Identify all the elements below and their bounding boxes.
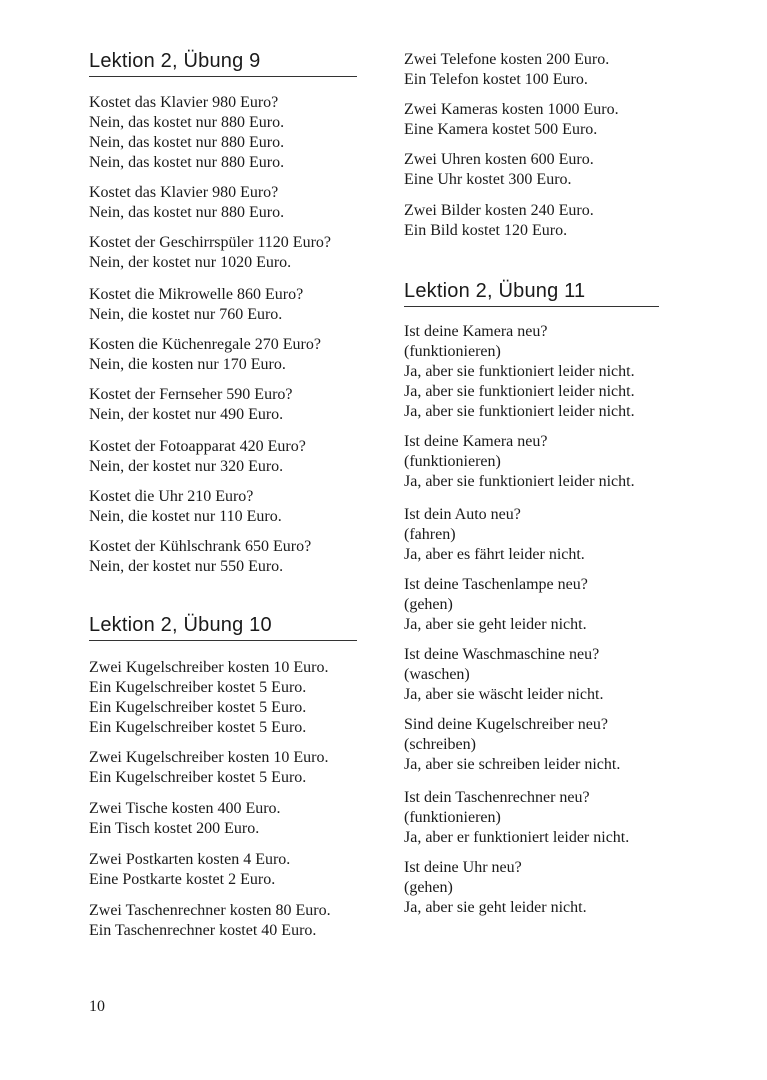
exercise-block bbox=[404, 50, 609, 90]
exercise-line: (schreiben) bbox=[404, 736, 476, 753]
exercise-block bbox=[404, 505, 585, 565]
exercise-line: Nein, das kostet nur 880 Euro. bbox=[89, 204, 285, 221]
exercise-line: Zwei Kameras kosten 1000 Euro. bbox=[404, 101, 619, 118]
exercise-line: Eine Uhr kostet 300 Euro. bbox=[404, 171, 572, 188]
exercise-line: (waschen) bbox=[404, 666, 470, 683]
exercise-line: Nein, das kostet nur 880 Euro. bbox=[89, 134, 285, 151]
exercise-line: Ja, aber sie geht leider nicht. bbox=[404, 899, 587, 916]
section-heading-uebung-9: Lektion 2, Übung 9 bbox=[89, 50, 357, 77]
exercise-line: Ist deine Taschenlampe neu? bbox=[404, 576, 588, 593]
exercise-block bbox=[89, 799, 281, 839]
exercise-line: Kostet der Fernseher 590 Euro? bbox=[89, 386, 293, 403]
section-heading-uebung-10: Lektion 2, Übung 10 bbox=[89, 614, 357, 641]
exercise-block bbox=[404, 100, 619, 140]
exercise-block bbox=[89, 335, 321, 375]
exercise-line: Ist deine Uhr neu? bbox=[404, 859, 522, 876]
exercise-line: Nein, der kostet nur 1020 Euro. bbox=[89, 254, 292, 271]
exercise-line: Ist dein Auto neu? bbox=[404, 506, 521, 523]
exercise-block bbox=[89, 850, 290, 890]
exercise-block bbox=[89, 285, 303, 325]
exercise-line: Ein Kugelschreiber kostet 5 Euro. bbox=[89, 699, 307, 716]
exercise-block bbox=[89, 748, 328, 788]
exercise-block bbox=[404, 788, 629, 848]
exercise-line: (funktionieren) bbox=[404, 343, 501, 360]
exercise-line: Ja, aber sie funktioniert leider nicht. bbox=[404, 363, 635, 380]
exercise-block bbox=[404, 575, 588, 635]
exercise-line: Nein, der kostet nur 490 Euro. bbox=[89, 406, 284, 423]
exercise-line: Kostet die Mikrowelle 860 Euro? bbox=[89, 286, 304, 303]
exercise-line: Ein Bild kostet 120 Euro. bbox=[404, 222, 568, 239]
exercise-block bbox=[404, 645, 603, 705]
exercise-line: Kostet das Klavier 980 Euro? bbox=[89, 184, 279, 201]
exercise-line: (fahren) bbox=[404, 526, 456, 543]
exercise-line: Ist deine Waschmaschine neu? bbox=[404, 646, 600, 663]
exercise-line: Zwei Taschenrechner kosten 80 Euro. bbox=[89, 902, 331, 919]
exercise-line: Ist deine Kamera neu? bbox=[404, 323, 548, 340]
exercise-line: Kostet der Kühlschrank 650 Euro? bbox=[89, 538, 312, 555]
exercise-block bbox=[404, 322, 635, 422]
exercise-line: (gehen) bbox=[404, 596, 453, 613]
exercise-block bbox=[89, 658, 328, 738]
exercise-line: Eine Postkarte kostet 2 Euro. bbox=[89, 871, 276, 888]
exercise-line: Ist dein Taschenrechner neu? bbox=[404, 789, 590, 806]
exercise-line: Ein Telefon kostet 100 Euro. bbox=[404, 71, 588, 88]
exercise-line: Ein Tisch kostet 200 Euro. bbox=[89, 820, 260, 837]
exercise-line: Kostet der Fotoapparat 420 Euro? bbox=[89, 438, 306, 455]
exercise-block bbox=[89, 487, 282, 527]
exercise-block bbox=[89, 901, 331, 941]
exercise-line: Ein Taschenrechner kostet 40 Euro. bbox=[89, 922, 317, 939]
exercise-line: Ja, aber sie geht leider nicht. bbox=[404, 616, 587, 633]
exercise-block bbox=[89, 385, 293, 425]
exercise-line: Kostet der Geschirrspüler 1120 Euro? bbox=[89, 234, 331, 251]
exercise-line: Ja, aber sie funktioniert leider nicht. bbox=[404, 383, 635, 400]
exercise-line: Ja, aber sie funktioniert leider nicht. bbox=[404, 403, 635, 420]
exercise-line: Nein, die kostet nur 110 Euro. bbox=[89, 508, 282, 525]
exercise-block bbox=[89, 537, 311, 577]
exercise-line: Ja, aber sie wäscht leider nicht. bbox=[404, 686, 604, 703]
exercise-line: Zwei Kugelschreiber kosten 10 Euro. bbox=[89, 659, 329, 676]
page-number: 10 bbox=[89, 998, 105, 1015]
exercise-line: Ein Kugelschreiber kostet 5 Euro. bbox=[89, 719, 307, 736]
exercise-line: Nein, der kostet nur 550 Euro. bbox=[89, 558, 284, 575]
exercise-block bbox=[404, 432, 635, 492]
exercise-block bbox=[404, 858, 587, 918]
exercise-line: (funktionieren) bbox=[404, 453, 501, 470]
exercise-block bbox=[404, 201, 594, 241]
exercise-block bbox=[404, 715, 620, 775]
exercise-line: Sind deine Kugelschreiber neu? bbox=[404, 716, 608, 733]
exercise-line: Nein, die kosten nur 170 Euro. bbox=[89, 356, 286, 373]
exercise-line: Nein, der kostet nur 320 Euro. bbox=[89, 458, 284, 475]
exercise-line: Eine Kamera kostet 500 Euro. bbox=[404, 121, 598, 138]
exercise-line: Nein, die kostet nur 760 Euro. bbox=[89, 306, 283, 323]
exercise-line: Zwei Bilder kosten 240 Euro. bbox=[404, 202, 594, 219]
exercise-line: Ja, aber sie funktioniert leider nicht. bbox=[404, 473, 635, 490]
exercise-block bbox=[404, 150, 594, 190]
exercise-line: Nein, das kostet nur 880 Euro. bbox=[89, 114, 285, 131]
exercise-line: Ein Kugelschreiber kostet 5 Euro. bbox=[89, 769, 307, 786]
exercise-line: Zwei Uhren kosten 600 Euro. bbox=[404, 151, 594, 168]
exercise-block bbox=[89, 93, 284, 173]
exercise-line: Zwei Tische kosten 400 Euro. bbox=[89, 800, 281, 817]
exercise-line: Zwei Telefone kosten 200 Euro. bbox=[404, 51, 610, 68]
exercise-line: Ist deine Kamera neu? bbox=[404, 433, 548, 450]
section-heading-uebung-11: Lektion 2, Übung 11 bbox=[404, 280, 659, 307]
exercise-line: Kostet das Klavier 980 Euro? bbox=[89, 94, 279, 111]
exercise-line: Ja, aber es fährt leider nicht. bbox=[404, 546, 585, 563]
exercise-line: Kostet die Uhr 210 Euro? bbox=[89, 488, 254, 505]
exercise-line: Ja, aber er funktioniert leider nicht. bbox=[404, 829, 630, 846]
exercise-line: Zwei Kugelschreiber kosten 10 Euro. bbox=[89, 749, 329, 766]
exercise-line: Kosten die Küchenregale 270 Euro? bbox=[89, 336, 321, 353]
exercise-line: Ja, aber sie schreiben leider nicht. bbox=[404, 756, 621, 773]
exercise-block bbox=[89, 183, 284, 223]
exercise-line: (funktionieren) bbox=[404, 809, 501, 826]
exercise-line: (gehen) bbox=[404, 879, 453, 896]
exercise-line: Ein Kugelschreiber kostet 5 Euro. bbox=[89, 679, 307, 696]
exercise-line: Nein, das kostet nur 880 Euro. bbox=[89, 154, 285, 171]
exercise-line: Zwei Postkarten kosten 4 Euro. bbox=[89, 851, 291, 868]
exercise-block bbox=[89, 437, 306, 477]
exercise-block bbox=[89, 233, 331, 273]
